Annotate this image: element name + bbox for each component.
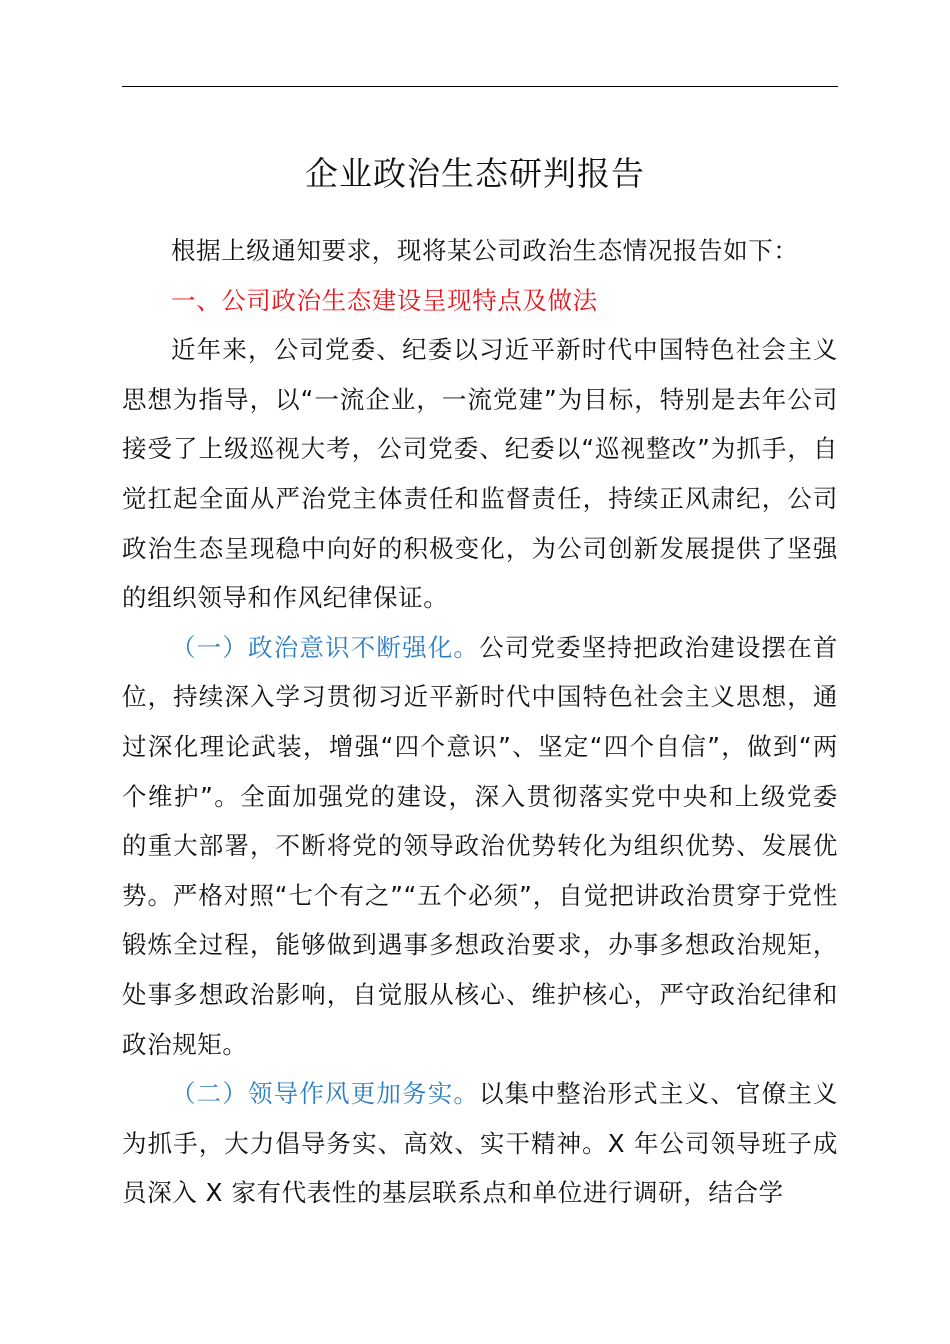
section-heading: 一、公司政治生态建设呈现特点及做法 bbox=[171, 285, 598, 315]
item-text-2: 以集中整治形式主义、官僚主义为抓手，大力倡导务实、高效、实干精神。X 年公司领导班子成员深入 X 家有代表性的基层联系点和单位进行调研，结合学 bbox=[122, 1079, 838, 1208]
item-paragraph-1 bbox=[122, 623, 838, 1069]
item-text-1: 公司党委坚持把政治建设摆在首位，持续深入学习贯彻习近平新时代中国特色社会主义思想，通过深化理论武装，增强“四个意识”、坚定“四个自信”，做到“两个维护”。全面加强党的建设，深入贯彻落实党中央和上级党委的重大部署，不断将党的领导政治优势转化为组织优势、发展优势。严格对照“七个有之”“五个必须”，自觉把讲政治贯穿于党性锻炼全过程，能够做到遇事多想政治要求，办事多想政治规矩，处事多想政治影响，自觉服从核心、维护核心，严守政治纪律和政治规矩。 bbox=[122, 632, 838, 1059]
header-rule bbox=[122, 86, 838, 87]
document-title: 企业政治生态研判报告 bbox=[305, 154, 645, 193]
document-body bbox=[122, 226, 838, 1218]
item-heading-2: （二）领导作风更加务实。 bbox=[171, 1079, 480, 1109]
item-heading-1: （一）政治意识不断强化。 bbox=[171, 632, 480, 662]
section-paragraph: 近年来，公司党委、纪委以习近平新时代中国特色社会主义思想为指导，以“一流企业，一流党建”为目标，特别是去年公司接受了上级巡视大考，公司党委、纪委以“巡视整改”为抓手，自觉扛起全面从严治党主体责任和监督责任，持续正风肃纪，公司政治生态呈现稳中向好的积极变化，为公司创新发展提供了坚强的组织领导和作风纪律保证。 bbox=[122, 335, 838, 613]
intro-paragraph: 根据上级通知要求，现将某公司政治生态情况报告如下： bbox=[171, 236, 799, 265]
item-paragraph-2 bbox=[122, 1069, 838, 1218]
